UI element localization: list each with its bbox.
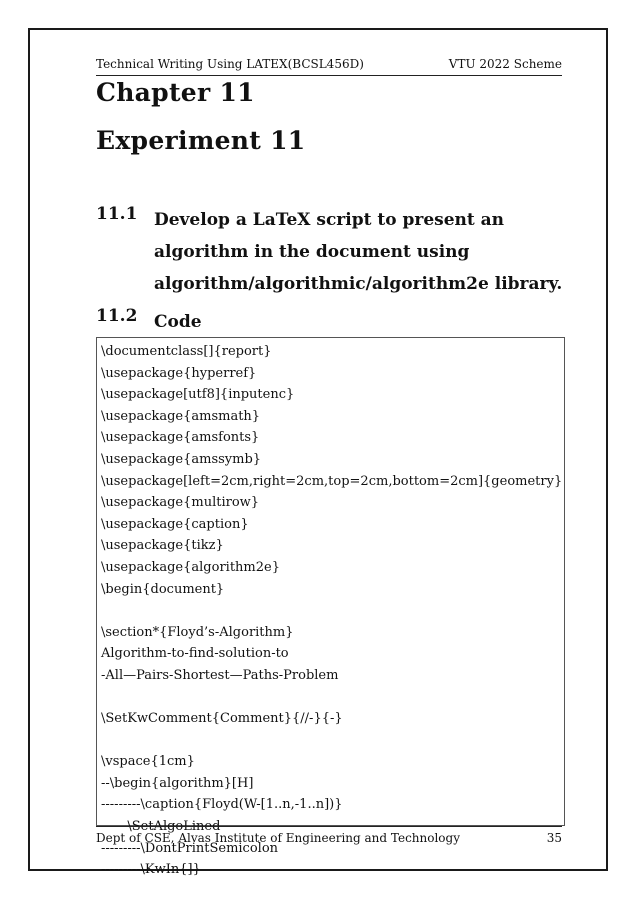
experiment-title: Experiment 11 — [96, 126, 306, 155]
code-line: \usepackage{caption} — [101, 516, 249, 532]
code-line: \vspace{1cm} — [101, 754, 195, 770]
code-line: ---------\DontPrintSemicolon — [101, 840, 279, 856]
page-header — [96, 57, 562, 76]
code-line: \usepackage{algorithm2e} — [101, 559, 280, 575]
code-line: Algorithm-to-find-solution-to — [101, 646, 289, 662]
code-line: ------\SetAlgoLined — [101, 819, 221, 835]
page-number: 35 — [546, 831, 562, 845]
code-line: \usepackage{amssymb} — [101, 451, 262, 467]
code-line: \usepackage[utf8]{inputenc} — [101, 387, 295, 403]
code-line: \SetKwComment{Comment}{//-}{-} — [101, 711, 343, 727]
code-line: \usepackage{amsfonts} — [101, 430, 260, 446]
section-title — [154, 204, 574, 300]
section-number: 11.1 — [96, 204, 138, 224]
header-right: VTU 2022 Scheme — [448, 57, 562, 71]
code-line — [101, 600, 558, 622]
code-line — [101, 687, 558, 709]
footer-left: Dept of CSE, Alvas Institute of Engineering and Technology — [96, 831, 460, 845]
code-line: ---------\KwIn{]} — [101, 862, 201, 878]
code-line: \usepackage{amsmath} — [101, 408, 261, 424]
code-line: \documentclass[]{report} — [101, 344, 272, 359]
code-line: \usepackage{multirow} — [101, 495, 260, 511]
code-line: -All—Pairs-Shortest—Paths-Problem — [101, 667, 339, 683]
code-line — [101, 730, 558, 752]
chapter-title: Chapter 11 — [96, 78, 255, 107]
code-line: ---------\caption{Floyd(W-[1..n,-1..n])} — [101, 797, 343, 813]
code-line: \usepackage[left=2cm,right=2cm,top=2cm,bottom=2cm]{geometry} — [101, 473, 563, 489]
code-line: \section*{Floyd’s-Algorithm} — [101, 624, 294, 640]
code-line: --\begin{algorithm}[H] — [101, 775, 254, 791]
section-title-line: Code — [154, 312, 202, 332]
code-line: \usepackage{tikz} — [101, 538, 224, 554]
section-title-line: algorithm/algorithmic/algorithm2e library. — [154, 274, 563, 294]
header-left: Technical Writing Using LATEX(BCSL456D) — [96, 57, 364, 71]
section-number: 11.2 — [96, 306, 138, 326]
section-title-line: algorithm in the document using — [154, 242, 470, 262]
code-line: \usepackage{hyperref} — [101, 365, 257, 381]
code-line: \begin{document} — [101, 581, 225, 597]
page-footer — [96, 826, 562, 849]
section-title-line: Develop a LaTeX script to present an — [154, 210, 505, 230]
section-title — [154, 306, 574, 338]
